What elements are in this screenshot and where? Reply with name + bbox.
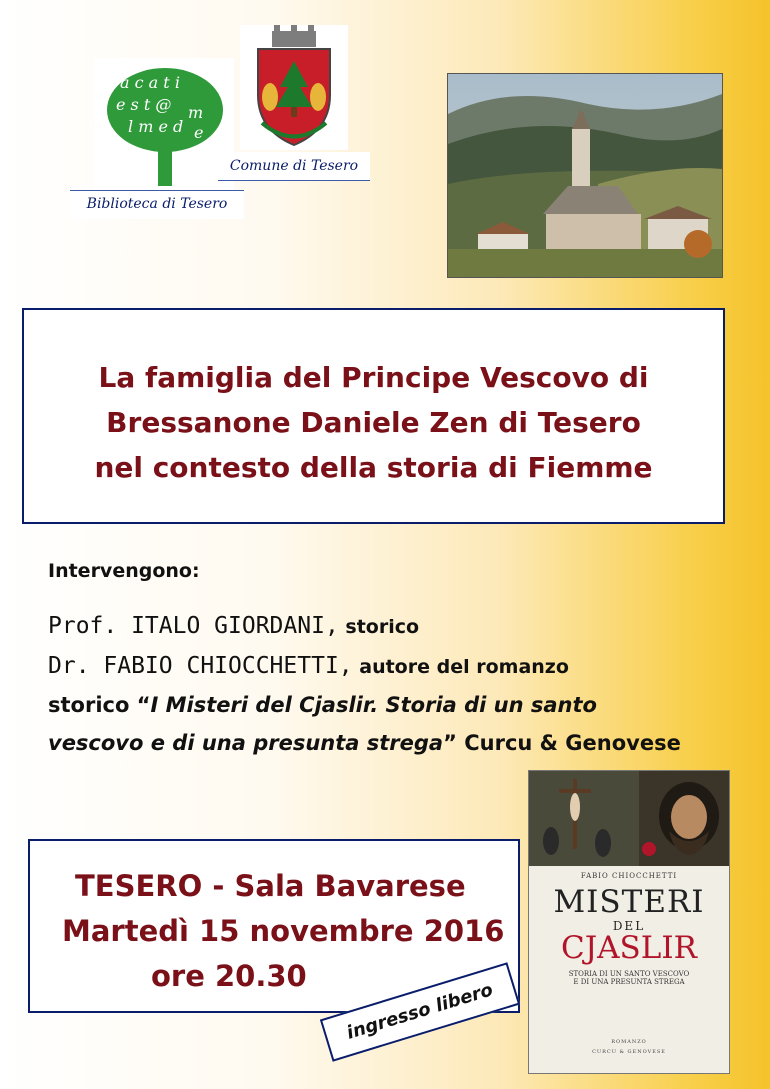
book-title-italic-cont: vescovo e di una presunta strega — [48, 731, 444, 755]
book-cover-painting — [529, 771, 729, 866]
speaker-1-name: Prof. ITALO GIORDANI, — [48, 613, 339, 639]
title-line: La famiglia del Principe Vescovo di — [98, 361, 649, 394]
comune-caption: Comune di Tesero — [218, 152, 370, 181]
title-box — [22, 308, 725, 524]
svg-text:e s t @: e s t @ — [116, 95, 172, 114]
event-place: TESERO - Sala Bavarese — [75, 869, 466, 903]
event-date: Martedì 15 novembre 2016 — [62, 914, 505, 948]
svg-text:l m e d: l m e d — [128, 117, 184, 136]
speaker-2 — [48, 653, 569, 679]
publisher-text: ” Curcu & Genovese — [443, 731, 681, 755]
book-subtitle: E DI UNA PRESUNTA STREGA — [573, 978, 685, 986]
book-title-del: DEL — [612, 919, 646, 933]
book-reference — [48, 693, 597, 717]
speaker-1-role: storico — [338, 616, 420, 638]
book-reference-cont — [48, 731, 681, 755]
tesero-church-photo — [447, 73, 723, 278]
speakers-label: Intervengono: — [48, 560, 200, 582]
book-author: FABIO CHIOCCHETTI — [580, 872, 678, 880]
book-publisher: CURCU & GENOVESE — [592, 1049, 666, 1055]
book-subtitle: STORIA DI UN SANTO VESCOVO — [568, 970, 690, 978]
svg-text:e: e — [194, 123, 204, 142]
title-line: Bressanone Daniele Zen di Tesero — [106, 406, 641, 439]
book-title-cjaslir: CJASLIR — [561, 930, 697, 966]
svg-text:a c a t i: a c a t i — [120, 73, 180, 92]
coat-of-arms — [240, 25, 348, 150]
library-caption: Biblioteca di Tesero — [70, 190, 244, 219]
book-series: ROMANZO — [611, 1039, 647, 1045]
event-time: ore 20.30 — [151, 959, 307, 993]
book-cover — [528, 770, 730, 1074]
speaker-2-role: autore del romanzo — [352, 656, 569, 678]
svg-text:m: m — [188, 103, 204, 122]
book-reference-prefix: storico “ — [48, 693, 151, 717]
title-line: nel contesto della storia di Fiemme — [94, 451, 653, 484]
book-title-italic: I Misteri del Cjaslir. Storia di un santo — [150, 693, 597, 717]
free-admission-tag: ingresso libero — [320, 962, 520, 1061]
speaker-1 — [48, 613, 419, 639]
speaker-2-name: Dr. FABIO CHIOCCHETTI, — [48, 653, 353, 679]
book-title-misteri: MISTERI — [553, 884, 705, 920]
event-title — [24, 355, 723, 490]
